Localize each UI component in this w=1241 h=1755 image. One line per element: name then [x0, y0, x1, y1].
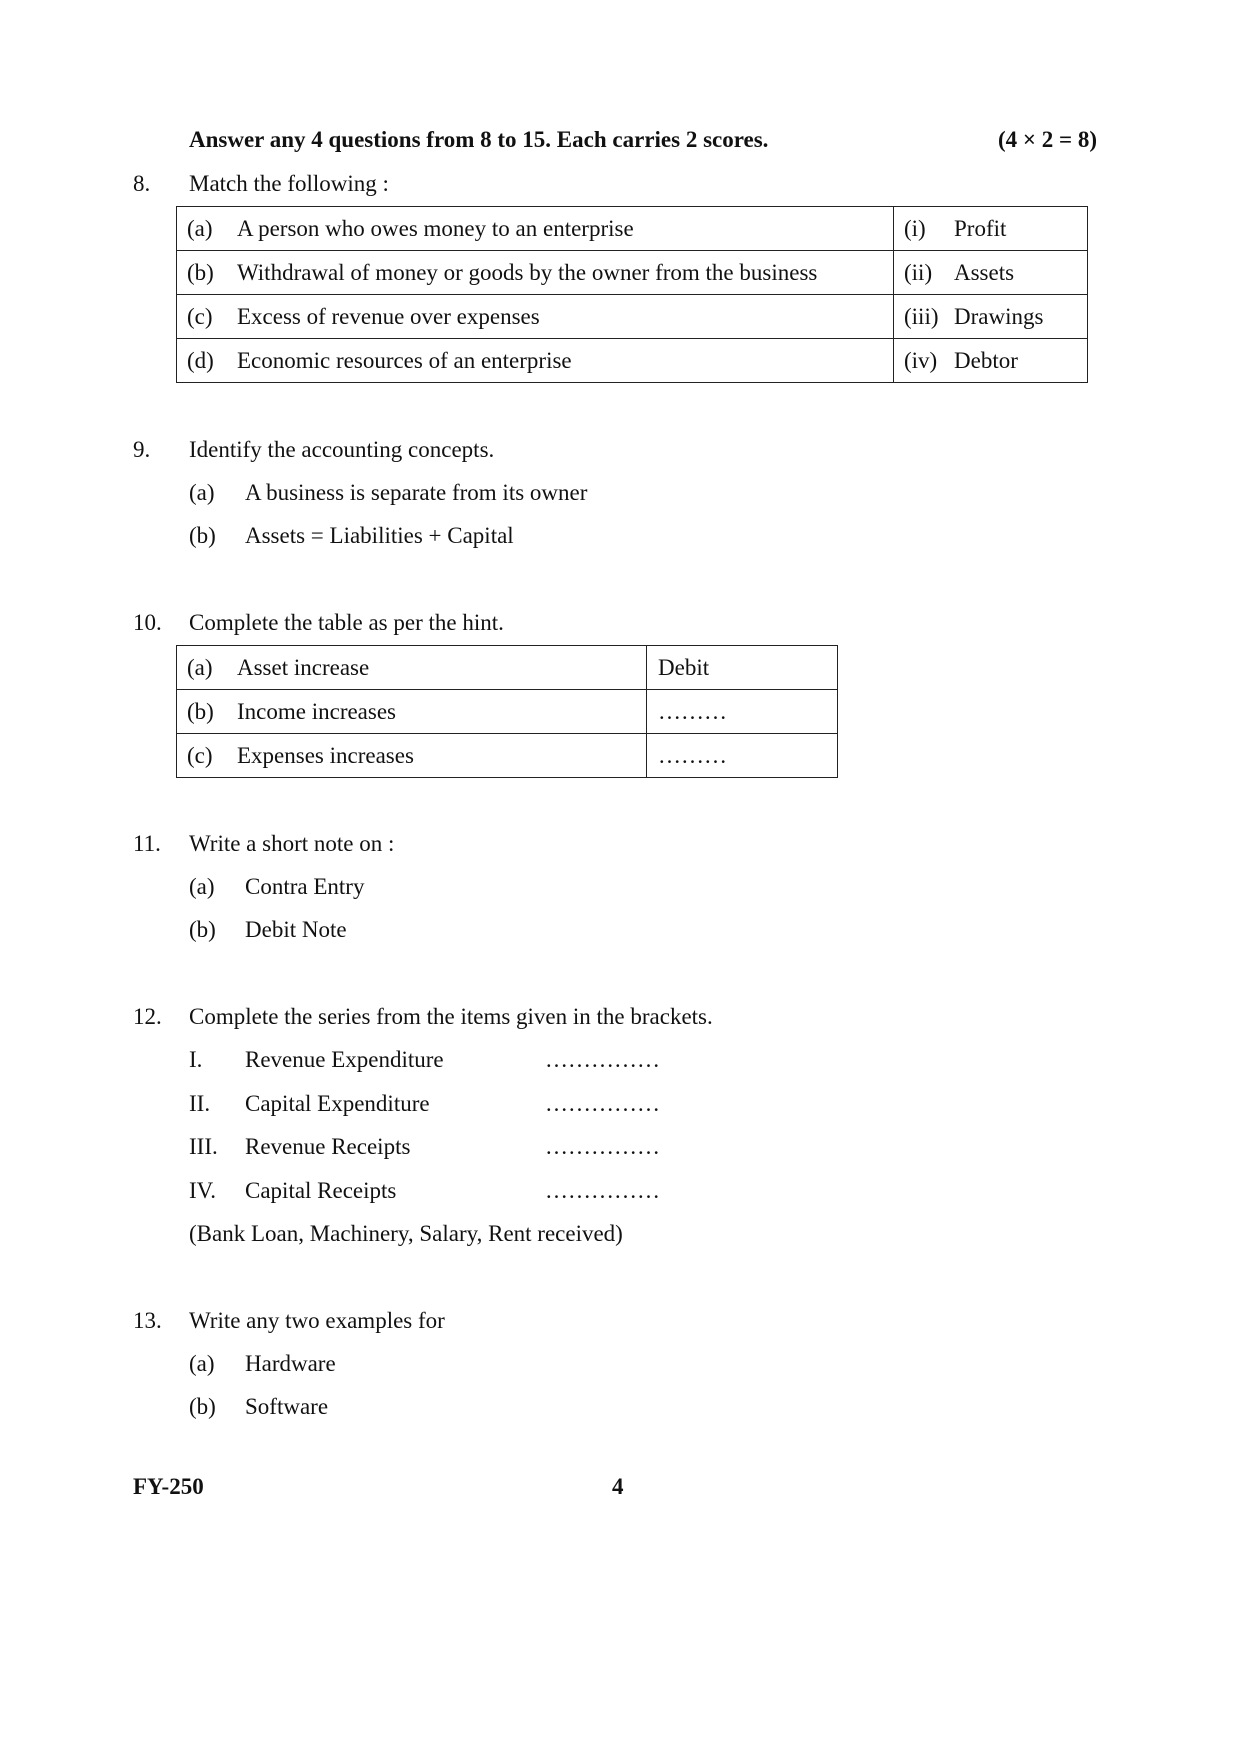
option-label: (i)	[904, 215, 926, 241]
row-label: (b)	[187, 259, 214, 285]
item-label: (b)	[189, 917, 216, 942]
page-number: 4	[612, 1474, 624, 1499]
question-text: Write a short note on :	[189, 831, 395, 856]
answer-blank: ……………	[545, 1047, 660, 1072]
question-number: 9.	[133, 437, 151, 462]
options-text: (Bank Loan, Machinery, Salary, Rent received)	[189, 1221, 623, 1246]
item-text: Assets = Liabilities + Capital	[245, 523, 514, 548]
question-text: Complete the table as per the hint.	[189, 610, 504, 635]
item-label: (a)	[189, 874, 215, 899]
row-text: Economic resources of an enterprise	[237, 347, 572, 373]
item-text: A business is separate from its owner	[245, 480, 588, 505]
question-number: 13.	[133, 1308, 162, 1333]
row-label: (b)	[187, 698, 214, 724]
item-label: (a)	[189, 1351, 215, 1376]
row-text: Expenses increases	[237, 742, 414, 768]
table-row	[177, 646, 838, 690]
question-text: Match the following :	[189, 171, 389, 196]
row-text: Income increases	[237, 698, 397, 724]
table-row	[177, 251, 1088, 295]
table-row	[177, 207, 1088, 251]
answer-blank: ……………	[545, 1091, 660, 1116]
row-value: ………	[647, 734, 838, 778]
answer-blank: ……………	[545, 1178, 660, 1203]
item-label: (b)	[189, 1394, 216, 1419]
item-label: III.	[189, 1134, 218, 1159]
question-number: 11.	[133, 831, 161, 856]
question-number: 8.	[133, 171, 151, 196]
item-text: Capital Receipts	[245, 1178, 397, 1203]
question-text: Write any two examples for	[189, 1308, 445, 1333]
row-label: (c)	[187, 303, 213, 329]
item-label: (b)	[189, 523, 216, 548]
item-text: Capital Expenditure	[245, 1091, 430, 1116]
option-text: Debtor	[954, 347, 1018, 373]
question-number: 12.	[133, 1004, 162, 1029]
table-row	[177, 690, 838, 734]
item-text: Hardware	[245, 1351, 336, 1376]
option-text: Profit	[954, 215, 1007, 241]
row-text: Withdrawal of money or goods by the owner from the business	[237, 259, 818, 285]
option-text: Drawings	[954, 303, 1044, 329]
row-text: A person who owes money to an enterprise	[237, 215, 634, 241]
option-label: (iv)	[904, 347, 938, 373]
item-label: I.	[189, 1047, 203, 1072]
table-row	[177, 734, 838, 778]
item-label: IV.	[189, 1178, 217, 1203]
item-label: II.	[189, 1091, 211, 1116]
question-text: Identify the accounting concepts.	[189, 437, 495, 462]
answer-blank: ……………	[545, 1134, 660, 1159]
table-row	[177, 295, 1088, 339]
table-row	[177, 339, 1088, 383]
item-text: Debit Note	[245, 917, 347, 942]
hint-table	[176, 645, 838, 778]
row-text: Excess of revenue over expenses	[237, 303, 540, 329]
item-text: Revenue Receipts	[245, 1134, 411, 1159]
match-table	[176, 206, 1088, 383]
row-text: Asset increase	[237, 654, 370, 680]
row-value: ………	[647, 690, 838, 734]
row-value: Debit	[647, 646, 838, 690]
row-label: (d)	[187, 347, 214, 373]
item-label: (a)	[189, 480, 215, 505]
option-label: (ii)	[904, 259, 933, 285]
item-text: Contra Entry	[245, 874, 365, 899]
row-label: (a)	[187, 654, 213, 680]
section-instruction: Answer any 4 questions from 8 to 15. Each carries 2 scores.	[189, 127, 769, 152]
paper-code: FY-250	[133, 1474, 204, 1499]
question-text: Complete the series from the items given in the brackets.	[189, 1004, 713, 1029]
option-label: (iii)	[904, 303, 939, 329]
option-text: Assets	[954, 259, 1015, 285]
item-text: Software	[245, 1394, 329, 1419]
section-marks: (4 × 2 = 8)	[998, 127, 1098, 152]
item-text: Revenue Expenditure	[245, 1047, 444, 1072]
row-label: (a)	[187, 215, 213, 241]
question-number: 10.	[133, 610, 162, 635]
row-label: (c)	[187, 742, 213, 768]
